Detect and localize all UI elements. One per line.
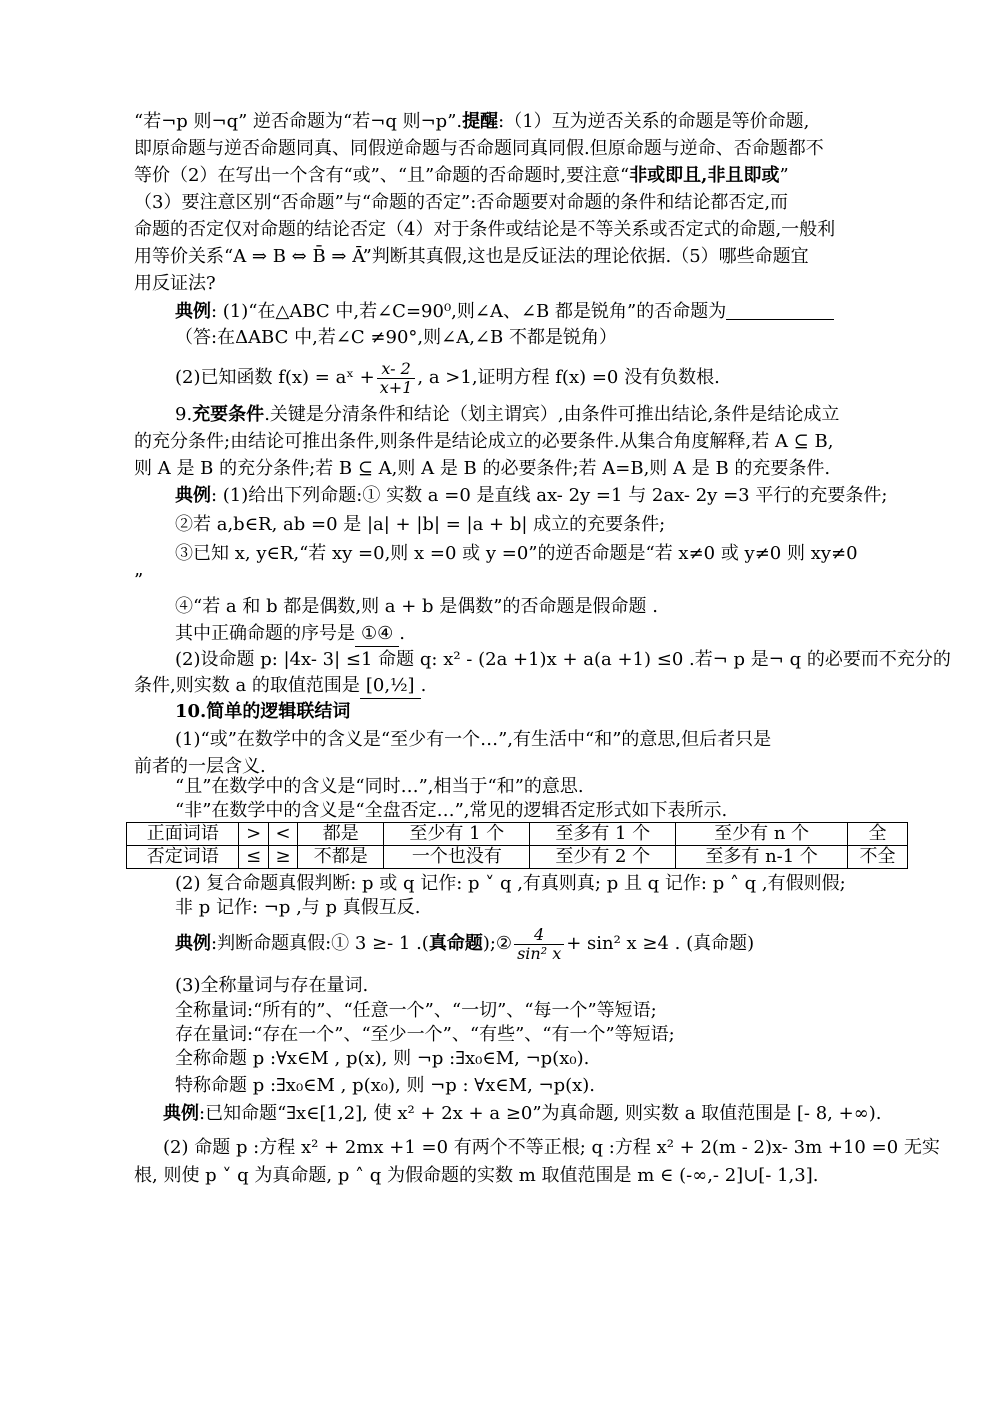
example-text: :判断命题真假:① 3 ≥- 1 .( — [211, 933, 429, 954]
example-8-question-2 — [175, 358, 720, 398]
emphasis-text: 真命题 — [428, 933, 483, 954]
table-cell: 至多有 n-1 个 — [676, 846, 848, 869]
quantifier-example-1 — [163, 1102, 881, 1126]
example-text: 其中正确命题的序号是 — [175, 623, 355, 644]
quantifier-example-2: (2) 命题 p :方程 x² + 2mx +1 =0 有两个不等正根; q :方程 x² + 2(m - 2)x- 3m +10 =0 无实 — [163, 1137, 940, 1158]
table-row — [127, 823, 908, 846]
table-cell: ≥ — [268, 846, 297, 869]
section-text: .关键是分清条件和结论（划主谓宾）,由条件可推出结论,条件是结论成立 — [264, 404, 840, 425]
section-9-line-1 — [175, 403, 839, 427]
example-8-question-1 — [175, 300, 834, 324]
table-cell: 至少有 2 个 — [530, 846, 676, 869]
example-label: 典例 — [175, 301, 211, 322]
section-10-paragraph-2: “且”在数学中的含义是“同时…”,相当于“和”的意思. — [175, 776, 584, 797]
intro-text: :（1）互为逆否关系的命题是等价命题, — [498, 111, 810, 132]
table-cell: 至少有 1 个 — [384, 823, 530, 846]
quantifier-line-3: 全称命题 p :∀x∈M , p(x), 则 ¬p :∃x₀∈M, ¬p(x₀). — [175, 1048, 590, 1069]
emphasis-text: 非或即且,非且即或 — [629, 165, 780, 186]
quantifier-title: (3)全称量词与存在量词. — [175, 975, 369, 996]
section-number: 9. — [175, 404, 193, 425]
fraction-numerator: x- 2 — [377, 360, 416, 379]
table-cell: 全 — [848, 823, 908, 846]
example-text: );② — [482, 933, 513, 954]
reminder-label: 提醒 — [462, 111, 499, 132]
table-cell: ≤ — [239, 846, 268, 869]
intro-text: ” — [779, 165, 789, 186]
example-text: 条件,则实数 a 的取值范围是 — [134, 675, 360, 696]
quantifier-line-1: 全称量词:“所有的”、“任意一个”、“一切”、“每一个”等短语; — [175, 1000, 657, 1021]
table-cell: 一个也没有 — [384, 846, 530, 869]
section-9-example-2: ②若 a,b∈R, ab =0 是 |a| + |b| = |a + b| 成立的充要条件; — [175, 514, 666, 535]
question-text: , a >1,证明方程 f(x) =0 没有负数根. — [417, 367, 720, 388]
section-9-example-4: ④“若 a 和 b 都是偶数,则 a + b 是偶数”的否命题是假命题 . — [175, 596, 658, 617]
section-9-example-5 — [175, 622, 405, 647]
intro-text: “若¬p 则¬q” 逆否命题为“若¬q 则¬p”. — [134, 111, 463, 132]
intro-line-5: 命题的否定仅对命题的结论否定（4）对于条件或结论是不等关系或否定式的命题,一般利 — [134, 219, 836, 240]
section-10-title: 10.简单的逻辑联结词 — [175, 701, 351, 722]
example-8-answer-1: （答:在ΔABC 中,若∠C ≠90°,则∠A,∠B 不都是锐角） — [175, 327, 617, 348]
section-9-line-3: 则 A 是 B 的充分条件;若 B ⊆ A,则 A 是 B 的必要条件;若 A=B,则 A 是 B 的充要条件. — [134, 458, 831, 479]
example-label: 典例 — [175, 933, 211, 954]
intro-text: 等价（2）在写出一个含有“或”、“且”命题的否命题时,要注意“ — [134, 165, 630, 186]
table-cell: < — [268, 823, 297, 846]
question-text: (2)已知函数 f(x) = aˣ + — [175, 367, 375, 388]
fraction-denominator: sin² x — [517, 943, 562, 963]
table-cell: 至多有 1 个 — [530, 823, 676, 846]
intro-line-7: 用反证法? — [134, 273, 216, 294]
example-label: 典例 — [163, 1103, 199, 1124]
intro-line-6: 用等价关系“A ⇒ B ⇔ B̄ ⇒ Ā”判断其真假,这也是反证法的理论依据.（5）哪些命题宜 — [134, 246, 809, 267]
example-text: + sin² x ≥4 . (真命题) — [566, 933, 755, 954]
section-10-paragraph-1-end: 前者的一层含义. — [134, 756, 266, 777]
intro-line-2: 即原命题与逆否命题同真、同假逆命题与否命题同真同假.但原命题与逆命、否命题都不 — [134, 138, 824, 159]
section-10-paragraph-1: (1)“或”在数学中的含义是“至少有一个…”,有生活中“和”的意思,但后者只是 — [175, 729, 772, 750]
section-9-line-2: 的充分条件;由结论可推出条件,则条件是结论成立的必要条件.从集合角度解释,若 A ⊆ B, — [134, 431, 834, 452]
table-cell: 都是 — [298, 823, 384, 846]
table-row — [127, 846, 908, 869]
quantifier-example-2-end: 根, 则使 p ˅ q 为真命题, p ˄ q 为假命题的实数 m 取值范围是 m ∈ (-∞,- 2]∪[- 1,3]. — [134, 1165, 819, 1186]
fraction — [514, 926, 564, 963]
intro-line-4: （3）要注意区别“否命题”与“命题的否定”:否命题要对命题的条件和结论都否定,而 — [134, 192, 789, 213]
example-text: :已知命题“∃x∈[1,2], 使 x² + 2x + a ≥0”为真命题, 则实数 a 取值范围是 [- 8, +∞). — [199, 1103, 882, 1124]
intro-line-1 — [134, 110, 809, 134]
filled-answer: ①④ — [355, 622, 399, 647]
table-cell: 不都是 — [298, 846, 384, 869]
section-title: 充要条件 — [192, 404, 265, 425]
answer-blank — [726, 301, 834, 320]
table-cell: 至少有 n 个 — [676, 823, 848, 846]
example-text: . — [399, 623, 406, 644]
section-9-example-7 — [134, 674, 426, 699]
intro-line-3 — [134, 164, 789, 188]
question-text: : (1)“在△ABC 中,若∠C=90⁰,则∠A、∠B 都是锐角”的否命题为 — [211, 301, 727, 322]
section-10-paragraph-3: “非”在数学中的含义是“全盘否定…”,常见的逻辑否定形式如下表所示. — [175, 800, 728, 821]
example-label: 典例 — [175, 485, 211, 506]
fraction-numerator: 4 — [514, 926, 564, 945]
compound-line-1: (2) 复合命题真假判断: p 或 q 记作: p ˅ q ,有真则真; p 且 q 记作: p ˄ q ,有假则假; — [175, 873, 846, 894]
section-9-example-3: ③已知 x, y∈R,“若 xy =0,则 x =0 或 y =0”的逆否命题是“若 x≠0 或 y≠0 则 xy≠0 — [175, 543, 858, 564]
filled-answer: [0,½] — [360, 674, 421, 699]
section-9-example-3-end: ” — [134, 570, 144, 591]
compound-example — [175, 924, 754, 964]
table-cell: 否定词语 — [127, 846, 239, 869]
section-9-example-6: (2)设命题 p: |4x- 3| ≤1 命题 q: x² - (2a +1)x + a(a +1) ≤0 .若¬ p 是¬ q 的必要而不充分的 — [175, 649, 951, 670]
table-cell: 不全 — [848, 846, 908, 869]
section-9-example-1 — [175, 484, 887, 508]
example-text: : (1)给出下列命题:① 实数 a =0 是直线 ax- 2y =1 与 2ax- 2y =3 平行的充要条件; — [211, 485, 888, 506]
negation-table — [126, 822, 908, 869]
fraction — [377, 360, 416, 397]
fraction-denominator: x+1 — [379, 377, 413, 397]
quantifier-line-4: 特称命题 p :∃x₀∈M , p(x₀), 则 ¬p : ∀x∈M, ¬p(x). — [175, 1075, 596, 1096]
compound-line-2: 非 p 记作: ¬p ,与 p 真假互反. — [175, 897, 421, 918]
table-cell: 正面词语 — [127, 823, 239, 846]
table-cell: > — [239, 823, 268, 846]
example-text: . — [420, 675, 427, 696]
quantifier-line-2: 存在量词:“存在一个”、“至少一个”、“有些”、“有一个”等短语; — [175, 1024, 675, 1045]
